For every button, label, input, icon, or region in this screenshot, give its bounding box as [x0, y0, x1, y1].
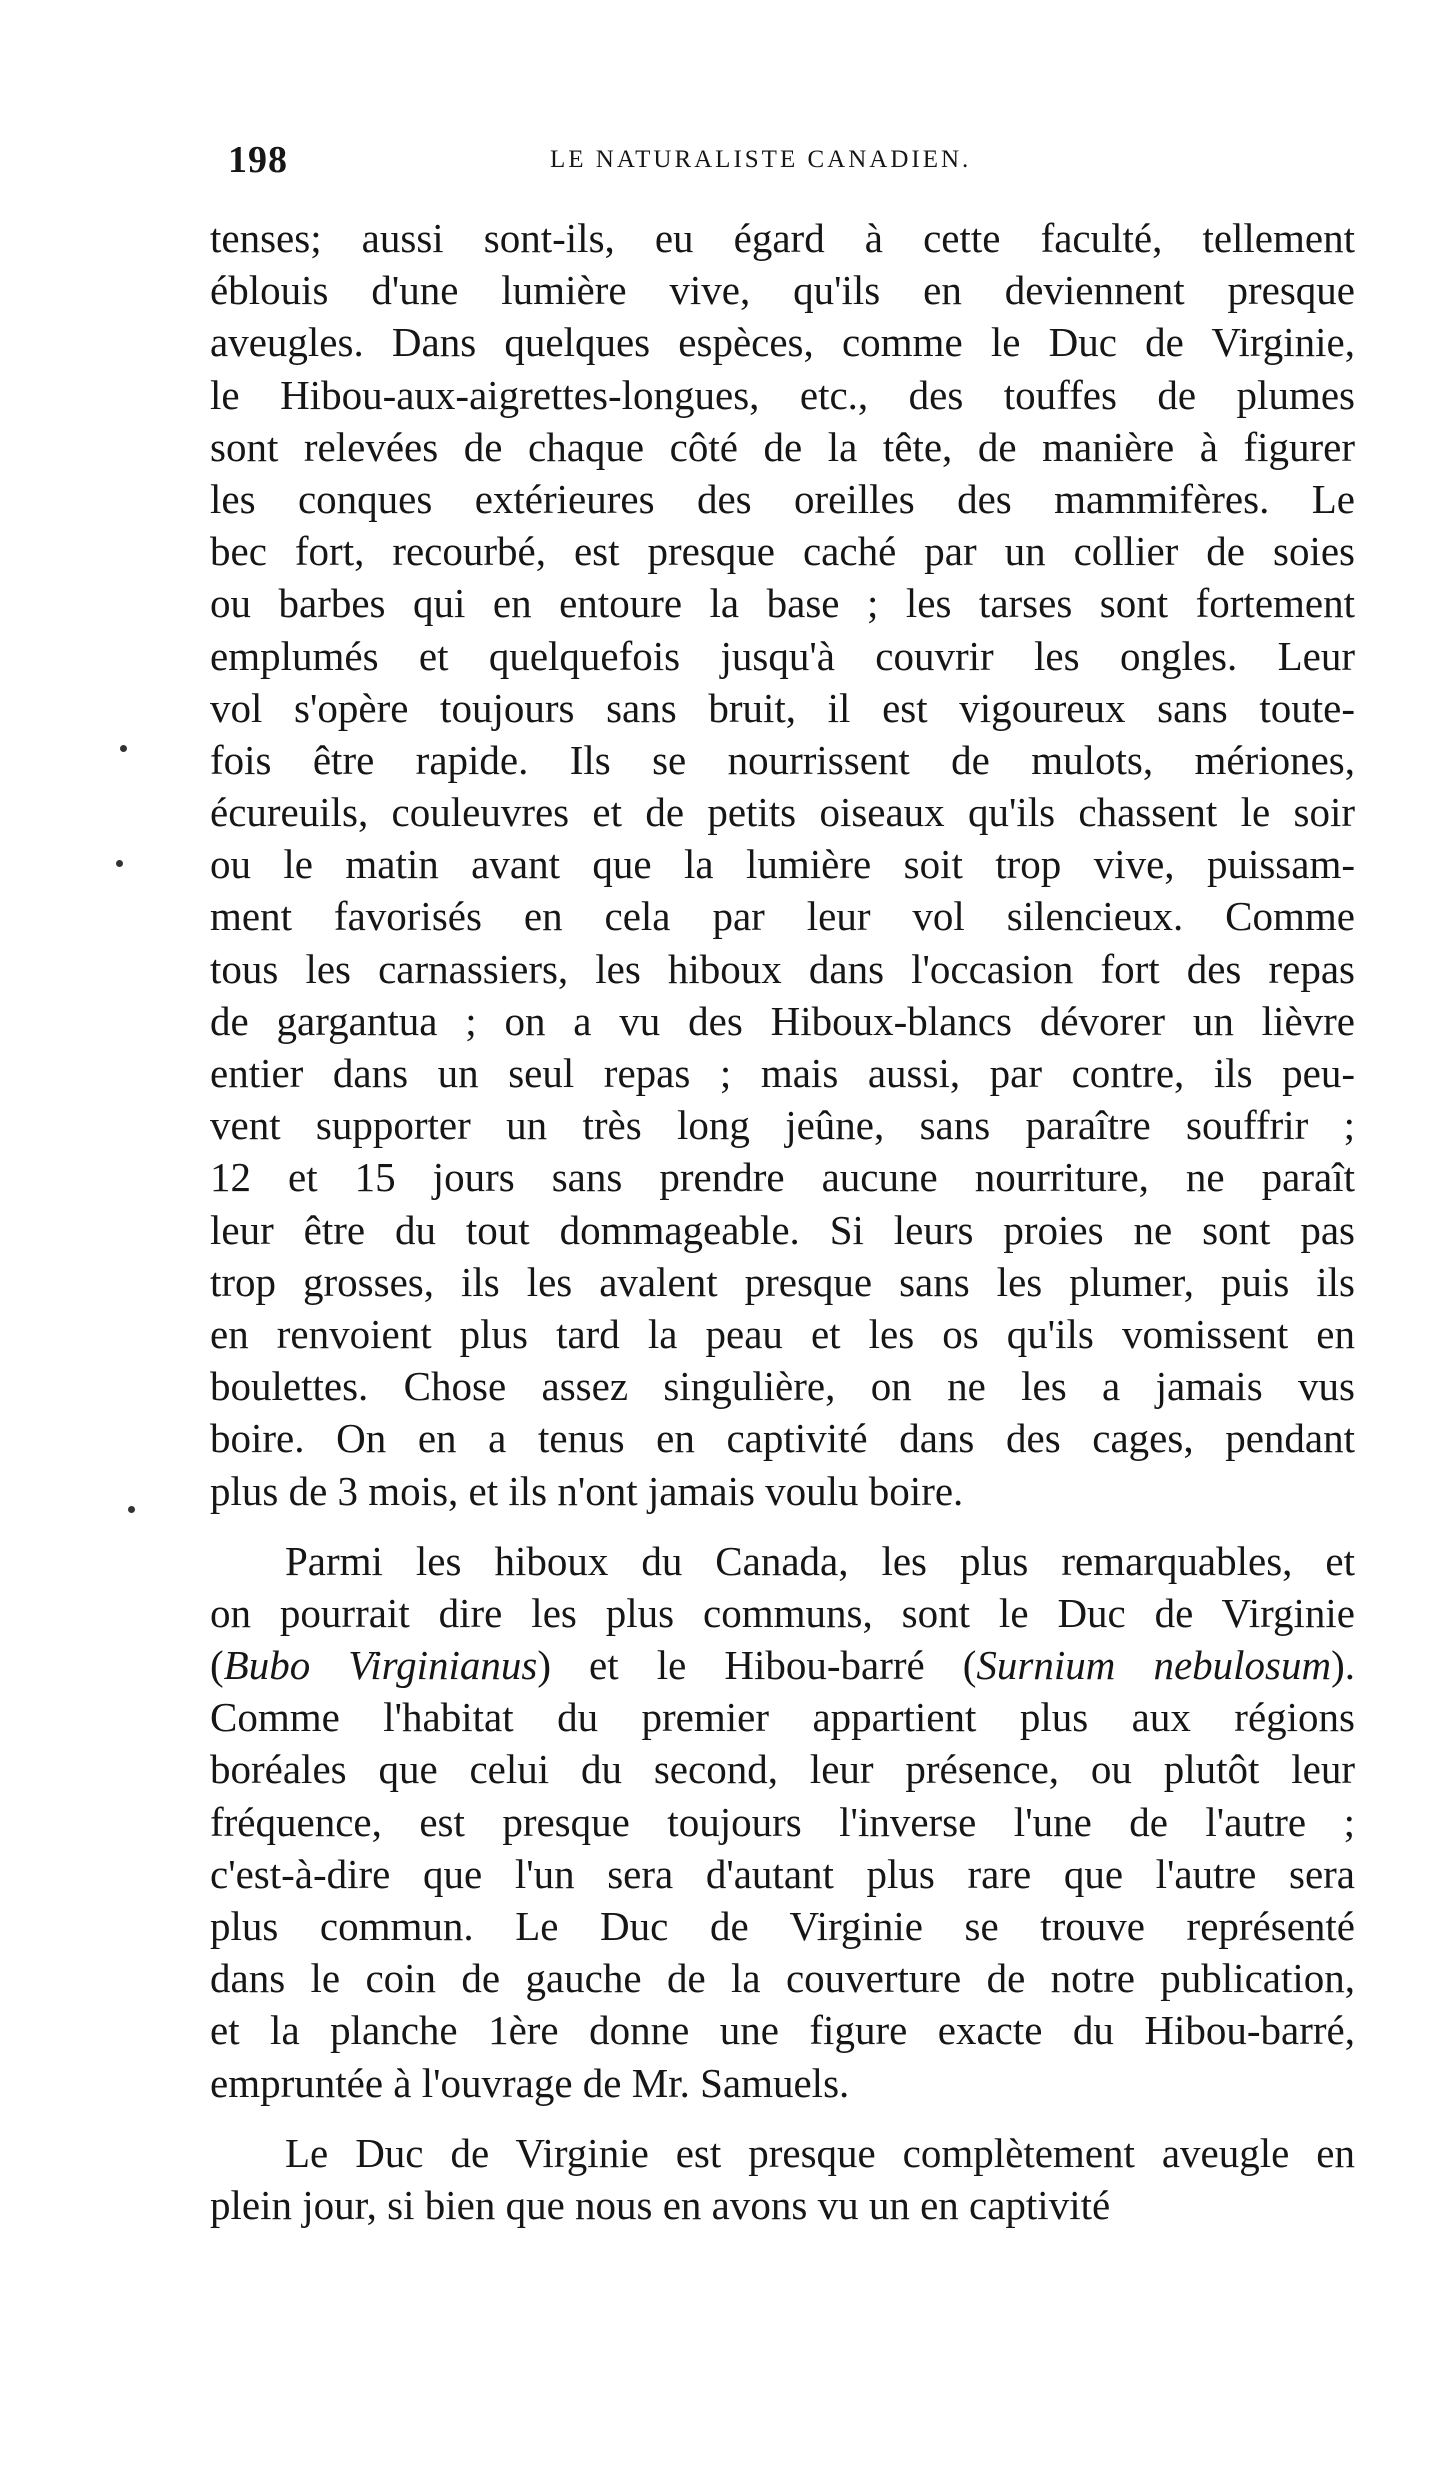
text-line: entier dans un seul repas ; mais aussi, par contre, ils peu- [210, 1050, 1355, 1096]
text-line: ment favorisés en cela par leur vol silencieux. Comme [210, 893, 1355, 940]
text-line: tous les carnassiers, les hiboux dans l'occasion fort des repas [210, 945, 1355, 992]
text-line: vent supporter un très long jeûne, sans paraître souffrir ; [210, 1102, 1355, 1149]
text-line: vol s'opère toujours sans bruit, il est vigoureux sans toute- [210, 684, 1355, 731]
text-line: dans le coin de gauche de la couverture de notre publication, [210, 1955, 1355, 2002]
text-line: c'est-à-dire que l'un sera d'autant plus rare que l'autre sera [210, 1850, 1355, 1897]
text-line: aveugles. Dans quelques espèces, comme le Duc de Virginie, [210, 319, 1355, 366]
text-line: les conques extérieures des oreilles des mammifères. Le [210, 475, 1355, 522]
text-line: et la planche 1ère donne une figure exacte du Hibou-barré, [210, 2007, 1355, 2054]
margin-dot [120, 745, 127, 752]
text-line: on pourrait dire les plus communs, sont le Duc de Virginie [210, 1589, 1355, 1636]
text-line: bec fort, recourbé, est presque caché par un collier de soies [210, 528, 1355, 575]
text-line: fois être rapide. Ils se nourrissent de mulots, mériones, [210, 736, 1355, 783]
text-line: empruntée à l'ouvrage de Mr. Samuels. [210, 2059, 850, 2106]
text-line: plein jour, si bien que nous en avons vu un en captivité [210, 2181, 1111, 2228]
text-line: éblouis d'une lumière vive, qu'ils en deviennent presque [210, 267, 1355, 314]
text-line: de gargantua ; on a vu des Hiboux-blancs dévorer un lièvre [210, 997, 1355, 1044]
text-line: trop grosses, ils les avalent presque sans les plumer, puis ils [210, 1258, 1355, 1305]
text-line: le Hibou-aux-aigrettes-longues, etc., des touffes de plumes [210, 371, 1355, 418]
text-line: Le Duc de Virginie est presque complètement aveugle en [285, 2129, 1355, 2176]
text-line: ou barbes qui en entoure la base ; les tarses sont fortement [210, 580, 1355, 627]
body-text [210, 212, 1355, 2231]
text-line: Parmi les hiboux du Canada, les plus remarquables, et [285, 1537, 1355, 1584]
paragraph [210, 2127, 1355, 2231]
text-line: (Bubo Virginianus) et le Hibou-barré (Surnium nebulosum). [210, 1642, 1355, 1689]
paragraph [210, 212, 1355, 1517]
text-line: leur être du tout dommageable. Si leurs proies ne sont pas [210, 1206, 1355, 1253]
text-line: Comme l'habitat du premier appartient plus aux régions [210, 1694, 1355, 1741]
paragraph [210, 1535, 1355, 2109]
text-line: emplumés et quelquefois jusqu'à couvrir les ongles. Leur [210, 632, 1355, 679]
text-line: plus de 3 mois, et ils n'ont jamais voulu boire. [210, 1467, 964, 1514]
text-line: sont relevées de chaque côté de la tête, de manière à figurer [210, 423, 1355, 470]
text-line: en renvoient plus tard la peau et les os qu'ils vomissent en [210, 1310, 1355, 1357]
margin-dot [116, 860, 123, 867]
journal-title: LE NATURALISTE CANADIEN. [550, 146, 972, 173]
text-line: boulettes. Chose assez singulière, on ne les a jamais vus [210, 1363, 1355, 1410]
text-line: boire. On en a tenus en captivité dans des cages, pendant [210, 1415, 1355, 1462]
text-line: plus commun. Le Duc de Virginie se trouve représenté [210, 1903, 1355, 1949]
text-line: 12 et 15 jours sans prendre aucune nourriture, ne paraît [210, 1154, 1355, 1201]
page-number: 198 [228, 139, 288, 181]
text-line: boréales que celui du second, leur présence, ou plutôt leur [210, 1746, 1355, 1793]
text-line: fréquence, est presque toujours l'inverse l'une de l'autre ; [210, 1798, 1355, 1845]
text-line: ou le matin avant que la lumière soit trop vive, puissam- [210, 841, 1355, 888]
margin-dot [128, 1506, 135, 1513]
text-line: écureuils, couleuvres et de petits oiseaux qu'ils chassent le soir [210, 789, 1355, 836]
running-head [220, 138, 1360, 188]
text-line: tenses; aussi sont-ils, eu égard à cette faculté, tellement [210, 215, 1355, 261]
